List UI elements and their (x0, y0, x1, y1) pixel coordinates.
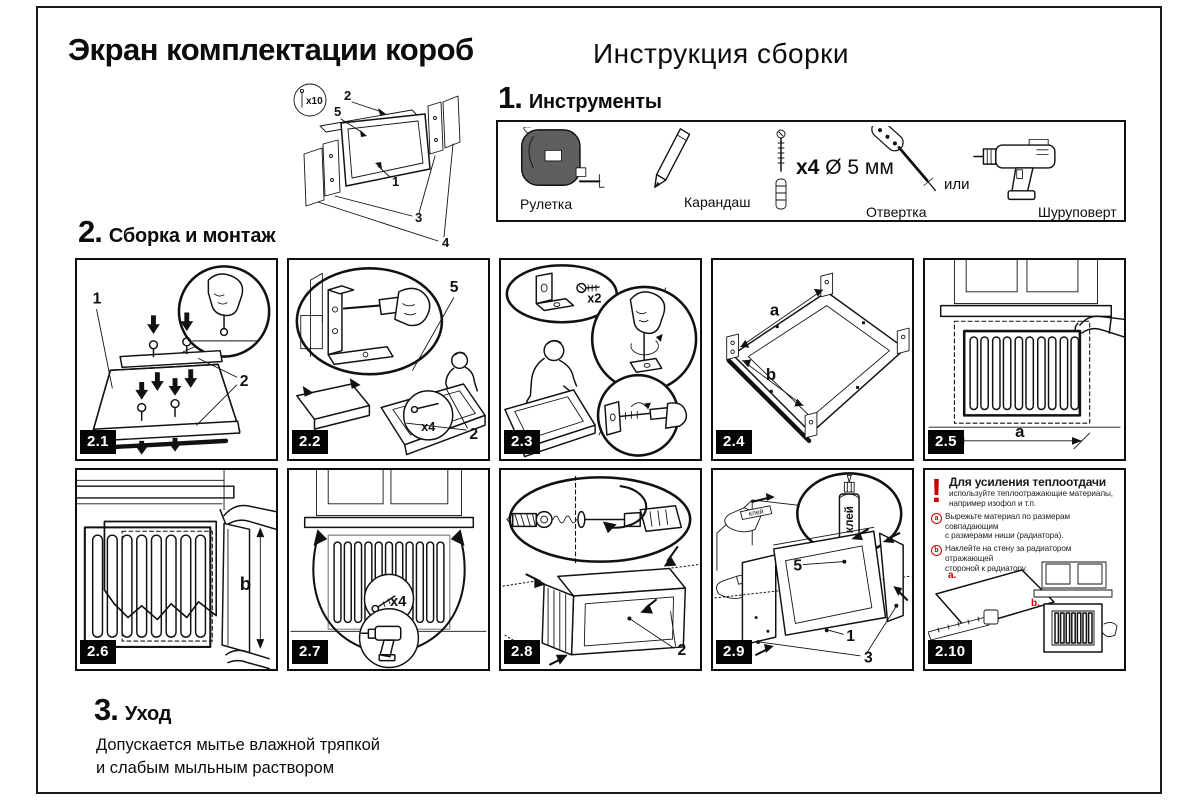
left-side-panel-part (304, 148, 324, 206)
window-sill (1034, 590, 1112, 597)
step-badge: 2.6 (80, 640, 116, 664)
part-label-3: 3 (863, 649, 873, 667)
screwdriver-label: Отвертка (866, 204, 927, 220)
step-badge: 2.9 (716, 640, 752, 664)
step-badge: 2.1 (80, 430, 116, 454)
step-panel-2-5 (923, 258, 1126, 461)
step-panel-2-1 (75, 258, 278, 461)
warning-icon: ! (931, 472, 942, 509)
step-panel-2-3 (499, 258, 702, 461)
radiator (85, 527, 210, 647)
hand-icon (395, 288, 430, 325)
arrow-down-icon (184, 369, 197, 388)
diagram-label-b: b. (1031, 598, 1040, 609)
step-panel-2-9 (711, 468, 914, 671)
screen-panel (774, 531, 886, 635)
step-badge: 2.10 (928, 640, 972, 664)
step-badge: 2.4 (716, 430, 752, 454)
step-badge: 2.3 (504, 430, 540, 454)
arrow-down-icon (135, 382, 148, 400)
part-label-5: 5 (449, 278, 459, 296)
screw-size: Ø 5 мм (825, 156, 894, 179)
arrow-down-icon (169, 378, 182, 396)
item-b-marker: b (931, 545, 942, 556)
screwdriver-icon (862, 126, 946, 202)
section-care-heading (94, 694, 171, 726)
note-item-a: a Вырежьте материал по размерам совпадающим с размерами ниши (радиатора). (931, 512, 1119, 542)
part-label-2: 2 (469, 425, 479, 443)
page-subtitle: Инструкция сборки (592, 38, 850, 69)
note-text: используйте теплоотражающие материалы, (949, 489, 1113, 498)
hand-icon (208, 274, 242, 316)
note-text: например изофол и т.п. (949, 498, 1037, 508)
window (316, 470, 461, 516)
arrow-down-icon (151, 372, 164, 391)
left-bracket-part (323, 140, 340, 196)
step-panel-2-6 (75, 468, 278, 671)
step-panel-2-2 (287, 258, 490, 461)
kit-label-3: 3 (415, 210, 423, 225)
screw-qty: x4 (796, 156, 820, 179)
step-panel-2-8 (499, 468, 702, 671)
svg-text:клей: клей (748, 508, 765, 518)
hand-icon (226, 650, 269, 668)
hand-icon (630, 292, 664, 333)
frame-outer (733, 292, 906, 433)
or-label: или (944, 176, 970, 193)
pencil-label: Карандаш (684, 194, 751, 210)
part-label-2: 2 (677, 641, 687, 659)
kit-exploded-diagram (278, 76, 468, 256)
care-instructions: Допускается мытье влажной тряпкой и слабым мыльным раствором (96, 736, 380, 778)
tools-panel (496, 120, 1126, 222)
window (954, 260, 1097, 304)
part-label-5: 5 (793, 557, 803, 575)
bottom-rail (95, 421, 240, 441)
screen-side (542, 584, 573, 655)
section-title: Инструменты (528, 91, 662, 113)
step-badge: 2.7 (292, 640, 328, 664)
kit-label-1: 1 (392, 174, 400, 189)
glue-label: клей (843, 505, 857, 534)
diagram-label-a: a. (948, 570, 957, 581)
note-heading: Для усиления теплоотдачи (949, 475, 1106, 489)
dim-label-b: b (765, 365, 777, 385)
part-label-2: 2 (239, 372, 249, 390)
arrow-down-icon (169, 438, 182, 452)
drill-icon (972, 132, 1072, 202)
dim-label-a: a (769, 300, 780, 320)
page-title: Экран комплектации короб (68, 32, 474, 67)
step-panel-2-10 (923, 468, 1126, 671)
right-bracket-part (428, 102, 443, 154)
item-a-marker: a (931, 513, 942, 524)
drill-label: Шуруповерт (1038, 204, 1117, 220)
section-number: 3. (94, 692, 118, 727)
screw-dowel-icon (768, 129, 794, 215)
part-label-1: 1 (92, 290, 102, 308)
step-badge: 2.8 (504, 640, 540, 664)
svg-text:x10: x10 (306, 96, 323, 107)
right-side-panel-part (443, 96, 460, 148)
kit-label-2: 2 (344, 88, 352, 103)
step-panel-2-4 (711, 258, 914, 461)
hand-with-glue-icon (725, 506, 772, 532)
window-sill (941, 306, 1112, 317)
bracket-part (328, 286, 342, 355)
qty-label: x4 (389, 593, 407, 610)
section-number: 1. (498, 80, 522, 115)
part-label-1: 1 (846, 628, 856, 646)
qty-label: x4 (421, 419, 436, 435)
hand-icon (666, 403, 687, 428)
section-title: Сборка и монтаж (108, 225, 276, 247)
window-sill (305, 518, 474, 528)
bracket-part (536, 273, 552, 303)
qty-label: x2 (587, 290, 602, 306)
section-title: Уход (124, 703, 172, 725)
kit-label-5: 5 (334, 104, 342, 119)
tape-measure-label: Рулетка (520, 196, 573, 212)
hand-icon (1103, 622, 1117, 636)
pencil-icon (650, 127, 698, 191)
niche-wall (742, 555, 775, 645)
section-tools-heading (498, 82, 662, 114)
step-badge: 2.5 (928, 430, 964, 454)
kit-label-4: 4 (442, 235, 450, 250)
arrow-down-icon (135, 441, 148, 455)
arrow-down-icon (147, 315, 160, 334)
dim-label-b: b (239, 573, 252, 595)
tape-measure-icon (514, 127, 610, 193)
step-badge: 2.2 (292, 430, 328, 454)
note-item-b: b Наклейте на стену за радиатором отражающей стороной к радиатору. (931, 544, 1119, 574)
screw-count-badge (294, 84, 326, 116)
hand-icon (1075, 316, 1124, 337)
step-panel-2-7 (287, 468, 490, 671)
section-number: 2. (78, 214, 102, 249)
dim-label-a: a (1015, 421, 1025, 441)
section-assembly-heading (78, 216, 275, 248)
window-sill (77, 486, 234, 498)
